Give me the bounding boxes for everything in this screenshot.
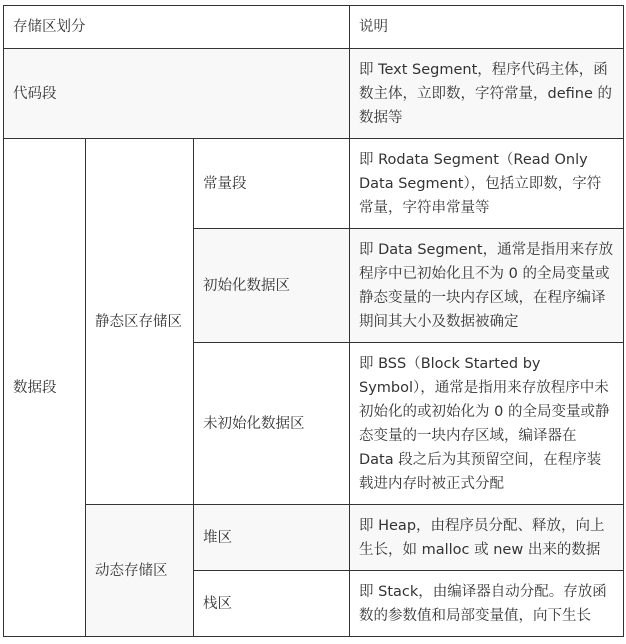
stack-desc: 即 Stack，由编译器自动分配。存放函数的参数值和局部变量值，向下生长 (350, 571, 624, 637)
header-region-cell: 存储区划分 (4, 6, 350, 49)
code-segment-name: 代码段 (4, 49, 350, 139)
init-data-desc: 即 Data Segment，通常是指用来存放程序中已初始化且不为 0 的全局变量或静态变量的一块内存区域，在程序编译期间其大小及数据被确定 (350, 229, 624, 343)
heap-desc: 即 Heap，由程序员分配、释放，向上生长，如 malloc 或 new 出来的数据 (350, 505, 624, 571)
heap-name: 堆区 (194, 505, 350, 571)
data-segment-name: 数据段 (4, 139, 86, 637)
dynamic-storage-name: 动态存储区 (86, 505, 194, 637)
heap-row (4, 505, 624, 571)
init-data-name: 初始化数据区 (194, 229, 350, 343)
header-row (4, 6, 624, 49)
const-segment-name: 常量段 (194, 139, 350, 229)
static-storage-name: 静态区存储区 (86, 139, 194, 505)
code-segment-row (4, 49, 624, 139)
header-desc-cell: 说明 (350, 6, 624, 49)
bss-name: 未初始化数据区 (194, 343, 350, 505)
const-segment-row (4, 139, 624, 229)
const-segment-desc: 即 Rodata Segment（Read Only Data Segment），包括立即数，字符常量，字符串常量等 (350, 139, 624, 229)
memory-region-table (3, 5, 624, 637)
bss-desc: 即 BSS（Block Started by Symbol），通常是指用来存放程序中未初始化的或初始化为 0 的全局变量或静态变量的一块内存区域，编译器在 Data 段之后为其预留空间，在程序装载进内存时被正式分配 (350, 343, 624, 505)
stack-name: 栈区 (194, 571, 350, 637)
code-segment-desc: 即 Text Segment，程序代码主体，函数主体，立即数，字符常量，define 的数据等 (350, 49, 624, 139)
